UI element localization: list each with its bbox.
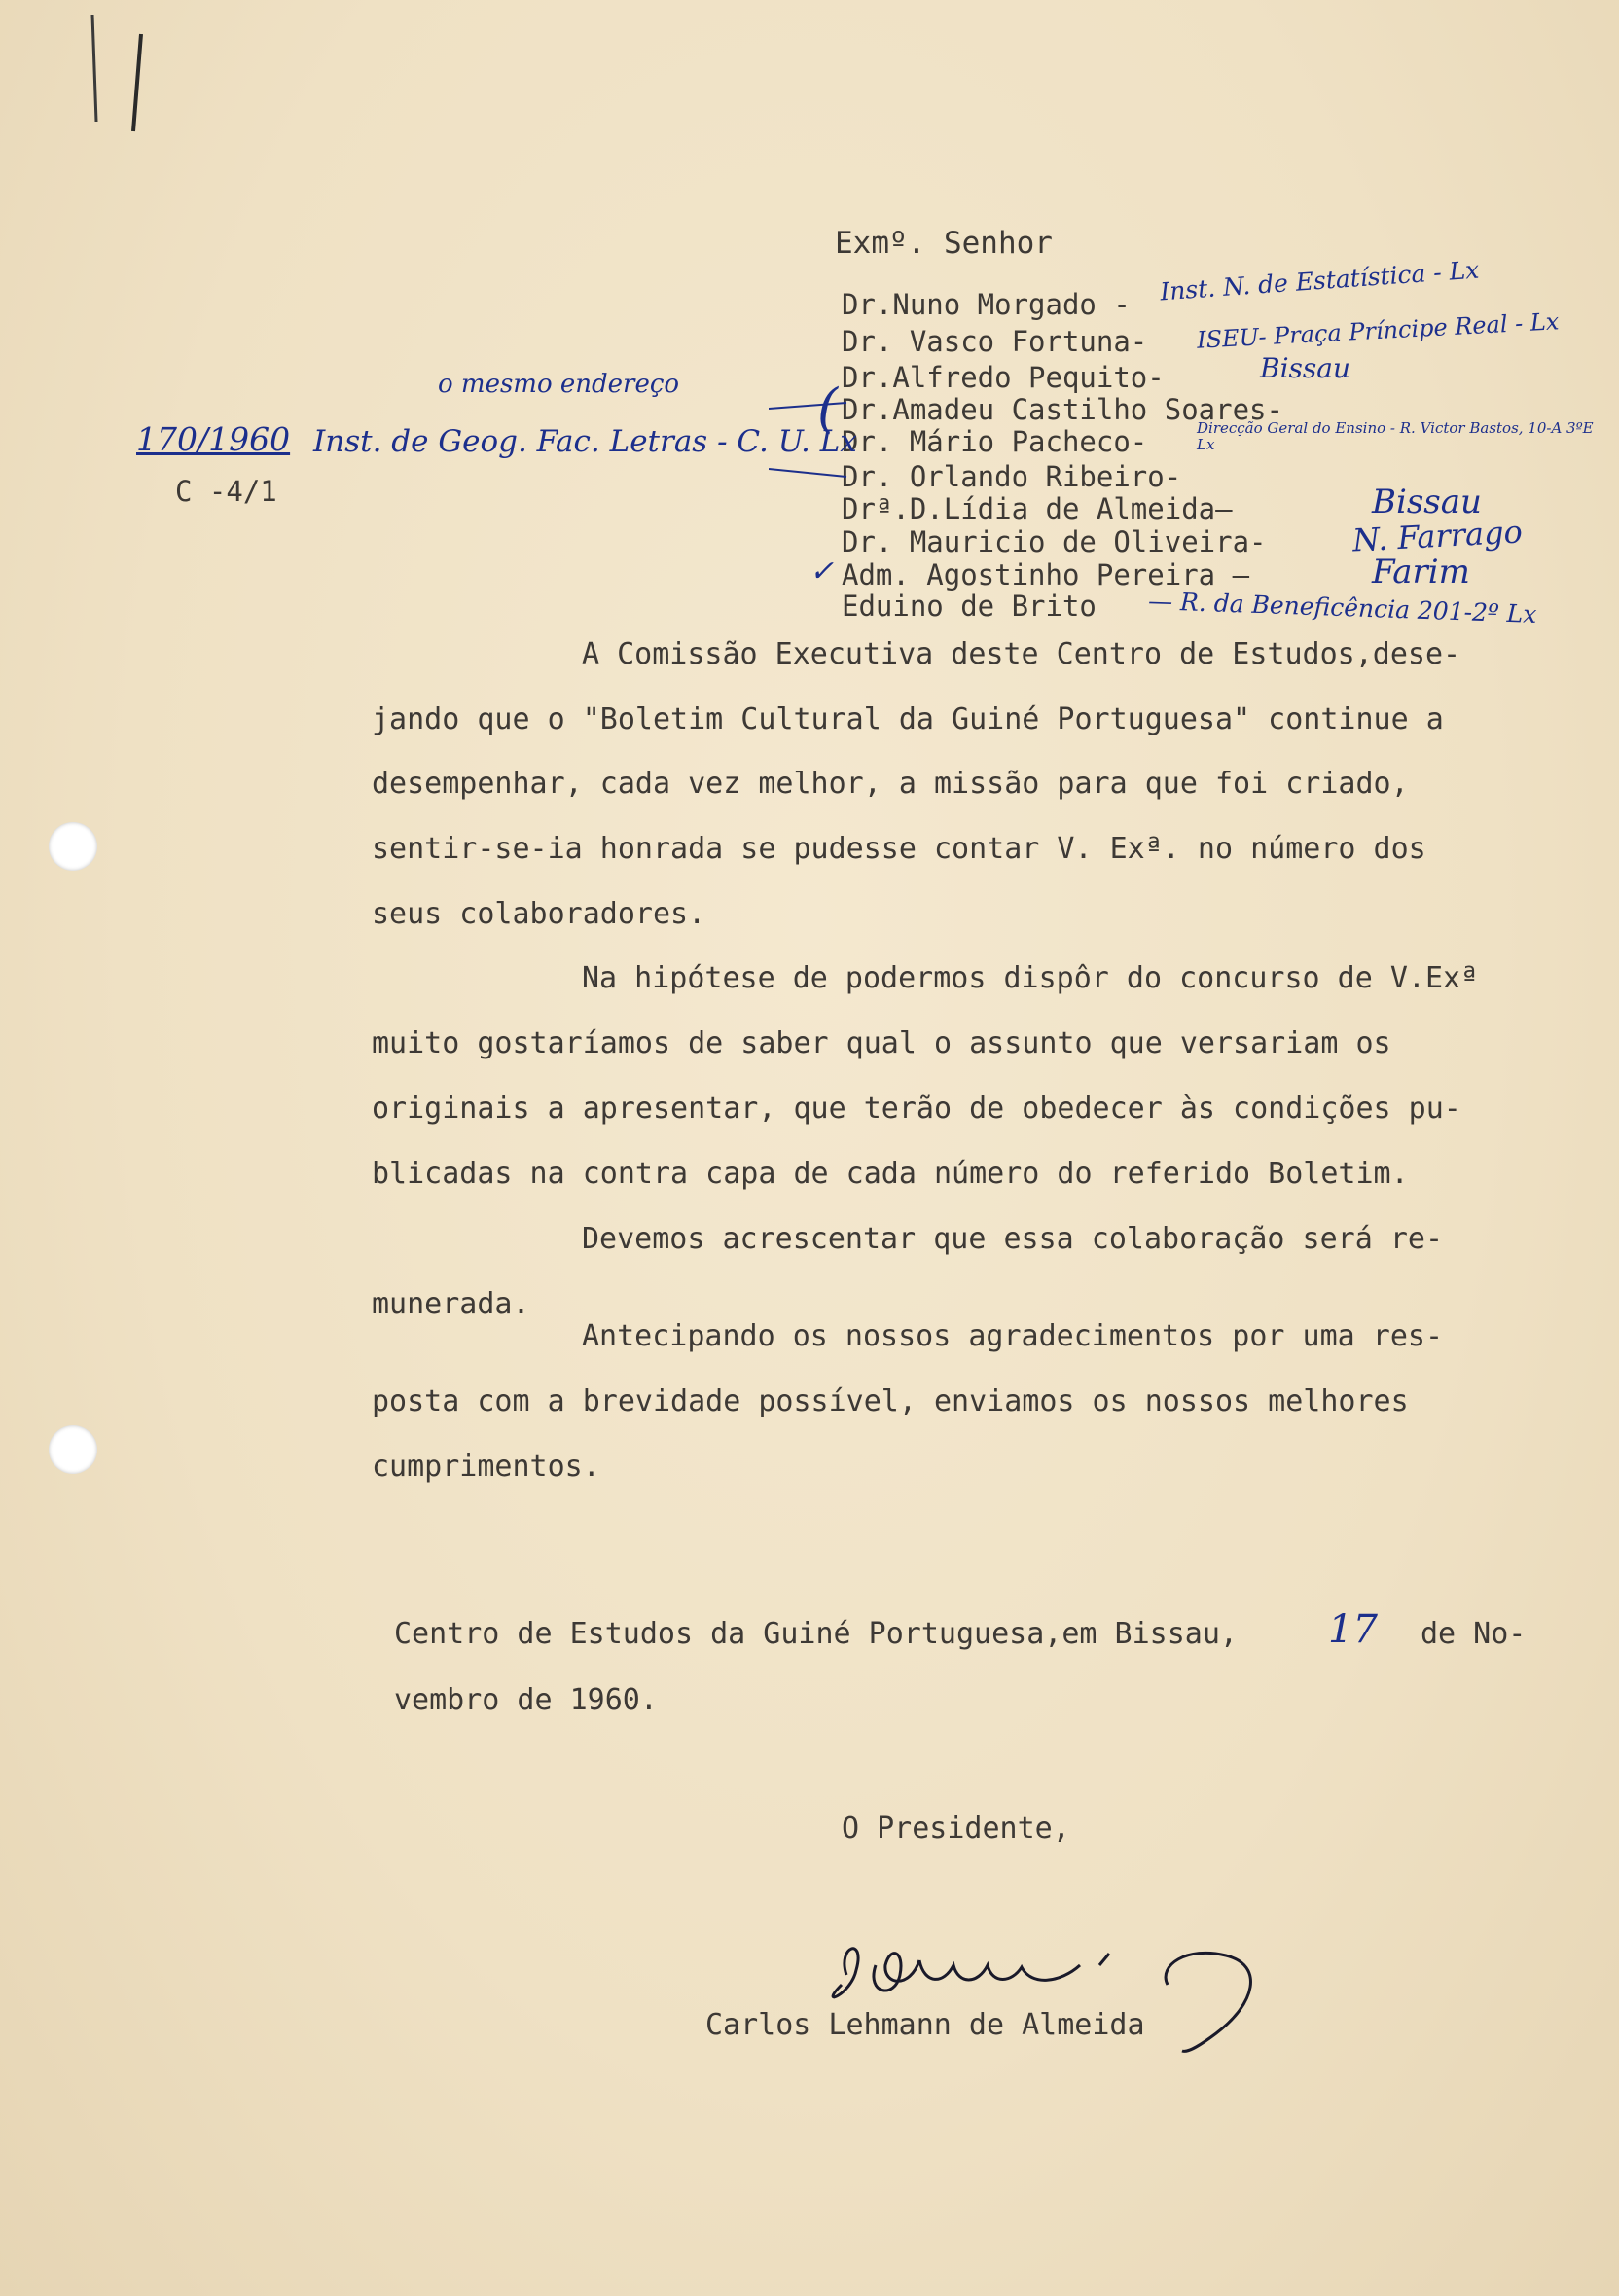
place-date-line: Centro de Estudos da Guiné Portuguesa,em Bissau,	[394, 1617, 1238, 1651]
body-line: Na hipótese de podermos dispôr do concurso de V.Exª	[582, 961, 1479, 995]
signatory-name: Carlos Lehmann de Almeida	[705, 2008, 1145, 2042]
punch-hole-top	[49, 822, 97, 871]
body-line: A Comissão Executiva deste Centro de Estudos,dese-	[582, 637, 1461, 671]
connector-lines	[769, 389, 876, 496]
recipient-name: Drª.D.Lídia de Almeida—	[842, 492, 1233, 525]
recipient-note: — R. da Beneficência 201-2º Lx	[1147, 587, 1537, 628]
file-code: C -4/1	[175, 475, 277, 508]
recipient-name: Dr. Mauricio de Oliveira-	[842, 525, 1267, 558]
recipient-name: Dr. Vasco Fortuna-	[842, 325, 1148, 358]
recipient-name: Eduino de Brito	[842, 590, 1097, 623]
corner-marks	[73, 5, 170, 141]
body-line: cumprimentos.	[372, 1450, 600, 1484]
recipient-note: Bissau	[1372, 483, 1482, 521]
date-day: 17	[1328, 1607, 1378, 1652]
body-line: blicadas na contra capa de cada número do referido Boletim.	[372, 1157, 1409, 1191]
body-line: Devemos acrescentar que essa colaboração será re-	[582, 1222, 1444, 1256]
recipient-note: N. Farrago	[1351, 513, 1524, 559]
recipient-note: Bissau	[1260, 352, 1350, 384]
recipient-note: Inst. N. de Estatística - Lx	[1159, 255, 1481, 306]
body-line: originais a apresentar, que terão de obedecer às condições pu-	[372, 1092, 1461, 1126]
place-date-line: vembro de 1960.	[394, 1683, 658, 1717]
recipient-name: Dr. Mário Pacheco-	[842, 425, 1148, 458]
recipient-name: Dr.Alfredo Pequito-	[842, 361, 1165, 394]
body-line: munerada.	[372, 1287, 530, 1321]
body-line: sentir-se-ia honrada se pudesse contar V. Exª. no número dos	[372, 832, 1426, 866]
recipient-note: Farim	[1372, 553, 1470, 592]
body-line: posta com a brevidade possível, enviamos os nossos melhores	[372, 1384, 1409, 1418]
body-line: jando que o "Boletim Cultural da Guiné Portuguesa" continue a	[372, 702, 1444, 736]
recipient-name: Dr. Orlando Ribeiro-	[842, 460, 1182, 493]
reference-number: 170/1960	[136, 420, 291, 458]
recipient-name: Dr.Amadeu Castilho Soares-	[842, 393, 1283, 426]
body-line: Antecipando os nossos agradecimentos por uma res-	[582, 1319, 1444, 1353]
recipient-note: ISEU- Praça Príncipe Real - Lx	[1196, 307, 1560, 354]
recipient-name: Dr.Nuno Morgado -	[842, 288, 1131, 321]
closing: O Presidente,	[842, 1812, 1070, 1846]
place-date-line-end: de No-	[1421, 1617, 1527, 1651]
body-line: muito gostaríamos de saber qual o assunto que versariam os	[372, 1026, 1391, 1060]
body-line: desempenhar, cada vez melhor, a missão para que foi criado,	[372, 767, 1409, 801]
body-line: seus colaboradores.	[372, 897, 706, 931]
same-address-note: o mesmo endereço	[438, 370, 680, 399]
recipient-note: Direcção Geral do Ensino - R. Victor Bastos, 10-A 3ºE Lx	[1197, 419, 1594, 453]
salutation: Exmº. Senhor	[835, 226, 1053, 261]
punch-hole-bottom	[49, 1425, 97, 1474]
bracket: (	[817, 377, 839, 439]
institute-note: Inst. de Geog. Fac. Letras - C. U. Lx	[313, 424, 857, 459]
recipient-name: Adm. Agostinho Pereira —	[842, 558, 1250, 592]
checkmark: ✓	[810, 555, 835, 589]
